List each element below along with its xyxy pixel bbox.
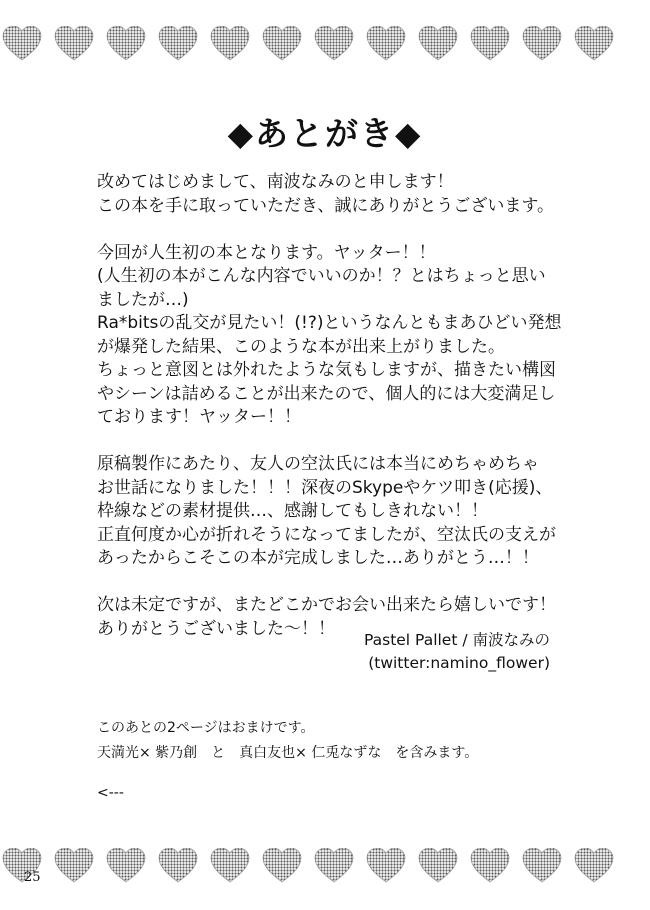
text-line: お世話になりました！！！深夜のSkypeやケツ叩き(応援)、 (97, 477, 553, 498)
text-line: この本を手に取っていただき、誠にありがとうございます。 (97, 195, 554, 216)
text-line: 改めてはじめまして、南波なみのと申します！ (97, 172, 454, 192)
paragraph-first-book (97, 242, 567, 430)
text-line: 正直何度か心が折れそうになってましたが、空汰氏の支えが (97, 524, 556, 545)
text-line: 原稿製作にあたり、友人の空汰氏には本当にめちゃめちゃ (97, 454, 539, 474)
paragraph-thanks-friend (97, 453, 567, 571)
text-line: Ra*bitsの乱交が見たい！(!?)というなんともまあひどい発想 (97, 313, 562, 333)
heart-icon (2, 26, 42, 62)
heart-icon (210, 848, 250, 884)
heart-icon (366, 26, 406, 62)
heart-icon (158, 26, 198, 62)
bottom-heart-border (0, 844, 650, 888)
heart-icon (210, 26, 250, 62)
heart-icon (470, 26, 510, 62)
bonus-pairings: 天満光× 紫乃創 と 真白友也× 仁兎なずな を含みます。 (97, 745, 479, 761)
heart-icon (262, 848, 302, 884)
heart-icon (106, 848, 146, 884)
text-line: が爆発した結果、このような本が出来上がりました。 (97, 336, 505, 357)
text-line: やシーンは詰めることが出来たので、個人的には大変満足し (97, 383, 556, 404)
heart-icon (106, 26, 146, 62)
text-line: ちょっと意図とは外れたような気もしますが、描きたい構図 (97, 360, 556, 380)
heart-icon (574, 848, 614, 884)
heart-icon (158, 848, 198, 884)
signature-circle-author: Pastel Pallet / 南波なみの (363, 631, 550, 649)
text-line: ましたが…) (97, 289, 189, 310)
page-title: ◆あとがき◆ (227, 114, 423, 153)
page-arrow: <--- (97, 785, 124, 801)
top-heart-border (0, 22, 650, 66)
heart-icon (418, 26, 458, 62)
heart-icon (366, 848, 406, 884)
text-line: 枠線などの素材提供…、感謝してもしきれない！！ (97, 501, 488, 521)
heart-icon (54, 26, 94, 62)
bonus-note: このあとの2ページはおまけです。 (97, 720, 315, 736)
text-line: ております！ヤッター！！ (97, 407, 301, 427)
paragraph-greeting (97, 171, 567, 218)
heart-icon (418, 848, 458, 884)
heart-icon (262, 26, 302, 62)
text-line: 今回が人生初の本となります。ヤッター！！ (97, 242, 436, 263)
heart-icon (54, 848, 94, 884)
signature-twitter: (twitter:namino_flower) (368, 654, 550, 672)
heart-icon (470, 848, 510, 884)
text-line: ありがとうございました～！！ (97, 618, 335, 639)
heart-icon (314, 26, 354, 62)
text-line: 次は未定ですが、またどこかでお会い出来たら嬉しいです！ (97, 595, 556, 615)
heart-icon (522, 848, 562, 884)
heart-icon (522, 26, 562, 62)
text-line: (人生初の本がこんな内容でいいのか！？とはちょっと思い (97, 266, 546, 286)
text-line: あったからこそこの本が完成しました…ありがとう…！！ (97, 548, 539, 568)
heart-icon (574, 26, 614, 62)
heart-icon (314, 848, 354, 884)
afterword-body (97, 171, 567, 665)
page-number: 25 (24, 870, 41, 885)
